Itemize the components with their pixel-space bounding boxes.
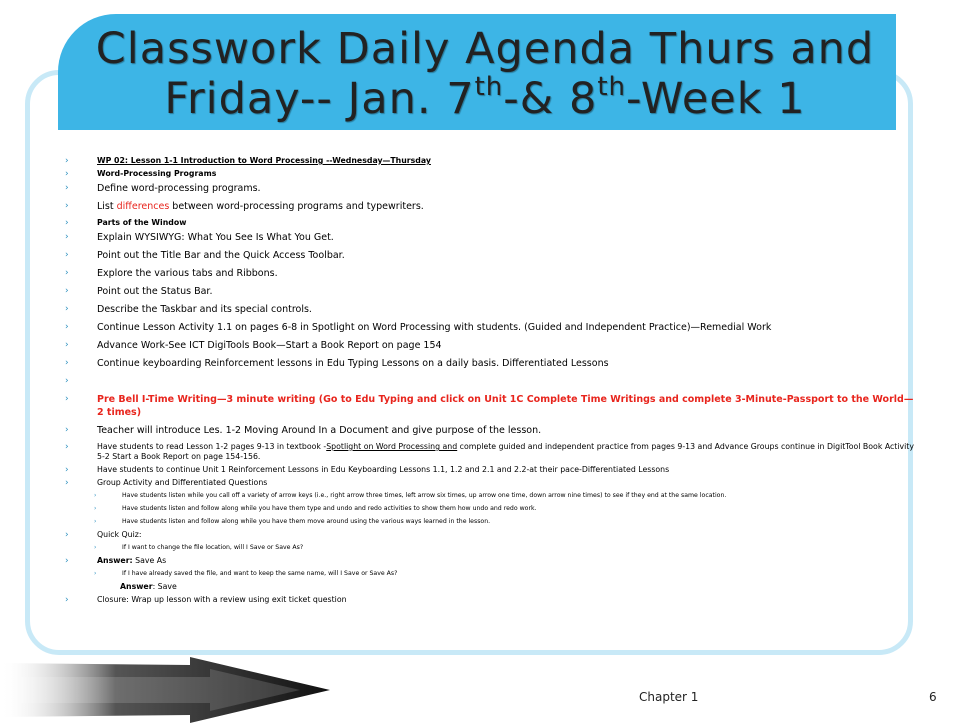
- agenda-list: [60, 156, 915, 608]
- item-text: between word-processing programs and typewriters.: [169, 201, 424, 212]
- item-text: Have students listen while you call off a variety of arrow keys (i.e., right arrow three times, left arrow six times, up arrow one time, down arrow nine times) to see if they end at the same location.: [122, 492, 727, 499]
- section-heading: Word-Processing Programs: [97, 169, 217, 178]
- sub-list-item: [60, 504, 915, 513]
- title-text-1: Classwork Daily Agenda Thurs and Friday-- Jan. 7: [95, 24, 875, 124]
- bullet-icon: ›: [65, 394, 69, 404]
- list-item: [60, 321, 915, 334]
- slide-number: 6: [929, 690, 937, 704]
- item-text: Point out the Status Bar.: [97, 286, 213, 297]
- item-text: Have students listen and follow along while you have them type and undo and redo activities to show them how undo and redo work.: [122, 505, 537, 512]
- bullet-icon: ›: [65, 478, 69, 488]
- answer-label: Answer:: [97, 556, 133, 565]
- list-item: [60, 530, 915, 540]
- item-text: Define word-processing programs.: [97, 183, 261, 194]
- item-text: Continue Lesson Activity 1.1 on pages 6-8 in Spotlight on Word Processing with students. (Guided and Independent Practice)—Remedial Work: [97, 322, 772, 333]
- bullet-icon: ›: [65, 268, 69, 278]
- bullet-icon: ›: [94, 570, 97, 577]
- title-text-3: -Week 1: [626, 74, 806, 124]
- bullet-icon: ›: [94, 492, 97, 499]
- bullet-icon: ›: [65, 218, 69, 228]
- item-text: Explain WYSIWYG: What You See Is What You Get.: [97, 232, 334, 243]
- bullet-icon: ›: [94, 544, 97, 551]
- empty-item: [97, 376, 100, 387]
- bullet-icon: ›: [65, 556, 69, 566]
- bullet-icon: ›: [94, 505, 97, 512]
- section-heading: Parts of the Window: [97, 218, 187, 227]
- footer-chapter: Chapter 1: [639, 690, 699, 704]
- bullet-icon: ›: [65, 183, 69, 193]
- list-item: [60, 182, 915, 195]
- bullet-icon: ›: [65, 250, 69, 260]
- sub-list-item: [60, 569, 915, 578]
- sub-list-item: [60, 491, 915, 500]
- item-text: Group Activity and Differentiated Questions: [97, 478, 268, 487]
- list-item: [60, 218, 915, 228]
- textbook-title: Spotlight on Word Processing and: [326, 442, 458, 451]
- bullet-icon: ›: [65, 442, 69, 452]
- bullet-icon: ›: [65, 322, 69, 332]
- answer-text: Save As: [132, 556, 167, 565]
- title-text-2: -& 8: [503, 74, 598, 124]
- item-text: Have students to continue Unit 1 Reinforcement Lessons in Edu Keyboarding Lessons 1.1, 1.2 and 2.1 and 2.2-at their pace-Differentiated Lessons: [97, 465, 670, 474]
- list-item: [60, 249, 915, 262]
- list-item: [60, 465, 915, 475]
- item-text: Quick Quiz:: [97, 530, 142, 539]
- item-text: Closure: Wrap up lesson with a review using exit ticket question: [97, 595, 347, 604]
- item-text: Have students to read Lesson 1-2 pages 9-13 in textbook -: [97, 442, 327, 451]
- list-item: [60, 375, 915, 388]
- bullet-icon: ›: [65, 376, 69, 386]
- bullet-icon: ›: [65, 201, 69, 211]
- title-superscript-1: th: [474, 72, 504, 102]
- item-text: Explore the various tabs and Ribbons.: [97, 268, 278, 279]
- list-item: [60, 357, 915, 370]
- title-superscript-2: th: [597, 72, 627, 102]
- list-item: [60, 424, 915, 437]
- item-text: Teacher will introduce Les. 1-2 Moving Around In a Document and give purpose of the lesson.: [97, 425, 542, 436]
- list-item: [60, 393, 915, 419]
- bullet-icon: ›: [65, 304, 69, 314]
- bullet-icon: ›: [65, 169, 69, 179]
- list-item: [60, 595, 915, 605]
- bullet-icon: ›: [65, 425, 69, 435]
- bullet-icon: ›: [65, 156, 69, 166]
- bullet-icon: ›: [65, 286, 69, 296]
- list-item: [60, 582, 915, 592]
- answer-label: Answer: [120, 582, 153, 591]
- item-text: Advance Work-See ICT DigiTools Book—Start a Book Report on page 154: [97, 340, 442, 351]
- lesson-heading: WP 02: Lesson 1-1 Introduction to Word Processing --Wednesday—Thursday: [97, 156, 431, 165]
- sub-list-item: [60, 543, 915, 552]
- list-item: [60, 156, 915, 166]
- item-text: Point out the Title Bar and the Quick Access Toolbar.: [97, 250, 345, 261]
- pre-bell-text: Pre Bell I-Time Writing—3 minute writing (Go to Edu Typing and click on Unit 1C Complete Time Writings and complete 3-Minute-Passport to the World—2 times): [97, 394, 914, 418]
- list-item: [60, 442, 915, 462]
- list-item: [60, 231, 915, 244]
- item-text: complete guided and independent practice from pages 9-13 and Advance Groups continue in DigitTool Book Activity 5-2 Start a Book Report on page 154-156.: [97, 442, 914, 461]
- item-text: If I have already saved the file, and want to keep the same name, will I Save or Save As?: [122, 570, 398, 577]
- item-text: Have students listen and follow along while you have them move around using the various ways learned in the lesson.: [122, 518, 491, 525]
- decorative-arrow: [0, 655, 330, 725]
- list-item: [60, 169, 915, 179]
- bullet-icon: ›: [94, 518, 97, 525]
- item-text: Describe the Taskbar and its special controls.: [97, 304, 312, 315]
- bullet-icon: ›: [65, 358, 69, 368]
- item-text: If I want to change the file location, will I Save or Save As?: [122, 544, 304, 551]
- list-item: [60, 200, 915, 213]
- list-item: [60, 267, 915, 280]
- answer-text: : Save: [152, 582, 177, 591]
- bullet-icon: ›: [65, 232, 69, 242]
- slide-title: [70, 24, 900, 124]
- bullet-icon: ›: [65, 465, 69, 475]
- list-item: [60, 339, 915, 352]
- list-item: [60, 303, 915, 316]
- item-text: List: [97, 201, 117, 212]
- bullet-icon: ›: [65, 530, 69, 540]
- list-item: [60, 285, 915, 298]
- list-item: [60, 478, 915, 488]
- bullet-icon: ›: [65, 595, 69, 605]
- sub-list-item: [60, 517, 915, 526]
- highlight-text: differences: [116, 201, 170, 212]
- bullet-icon: ›: [65, 340, 69, 350]
- item-text: Continue keyboarding Reinforcement lessons in Edu Typing Lessons on a daily basis. Differentiated Lessons: [97, 358, 609, 369]
- list-item: [60, 556, 915, 566]
